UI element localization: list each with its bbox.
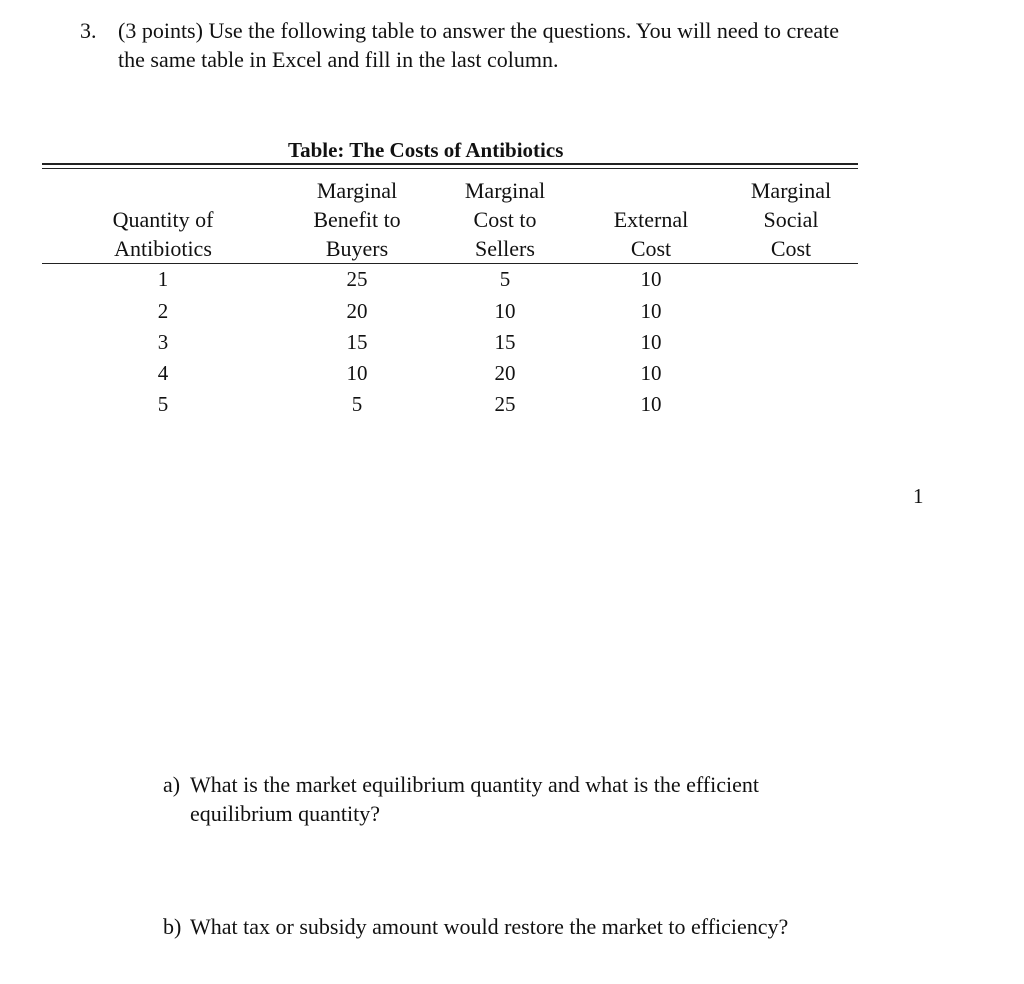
table-cell: 10 [640,267,662,291]
sub-question-a-label: a) [163,772,181,797]
table-cell: 10 [346,361,368,385]
sub-question-b-line-1: What tax or subsidy amount would restore the market to efficiency? [190,914,789,939]
table-cell: 25 [494,392,516,416]
table-cell: 3 [157,330,169,354]
table-cell: 20 [346,299,368,323]
page-number: 1 [913,484,924,508]
table-cell: 4 [157,361,169,385]
table-cell: 15 [346,330,368,354]
header-quantity: Quantity of Antibiotics [112,207,214,261]
table-cell: 10 [640,299,662,323]
header-marginal-benefit: Marginal Benefit to Buyers [313,178,401,261]
table-header-rule [42,263,858,264]
table-cell: 5 [157,392,169,416]
header-marginal-cost: Marginal Cost to Sellers [464,178,546,261]
table-cell: 15 [494,330,516,354]
sub-question-a-line-2: equilibrium quantity? [190,801,381,826]
table-cell: 10 [640,361,662,385]
sub-question-a-line-1: What is the market equilibrium quantity and what is the efficient [190,772,759,797]
header-external-cost: External Cost [613,207,689,261]
table-cell: 5 [499,267,511,291]
table-top-rule-thin [42,168,858,169]
table-cell: 10 [494,299,516,323]
table-cell: 10 [640,392,662,416]
question-number: 3. [80,18,97,43]
table-top-rule [42,163,858,165]
table-cell: 2 [157,299,169,323]
table-cell: 25 [346,267,368,291]
sub-question-b-label: b) [163,914,182,939]
header-marginal-social-cost: Marginal Social Cost [750,178,832,261]
table-cell: 1 [157,267,169,291]
table-cell: 10 [640,330,662,354]
question-text-line-1: (3 points) Use the following table to answer the questions. You will need to create [118,18,839,43]
table-cell: 20 [494,361,516,385]
table-cell: 5 [351,392,363,416]
table-title: Table: The Costs of Antibiotics [288,138,564,162]
question-text-line-2: the same table in Excel and fill in the last column. [118,47,559,72]
